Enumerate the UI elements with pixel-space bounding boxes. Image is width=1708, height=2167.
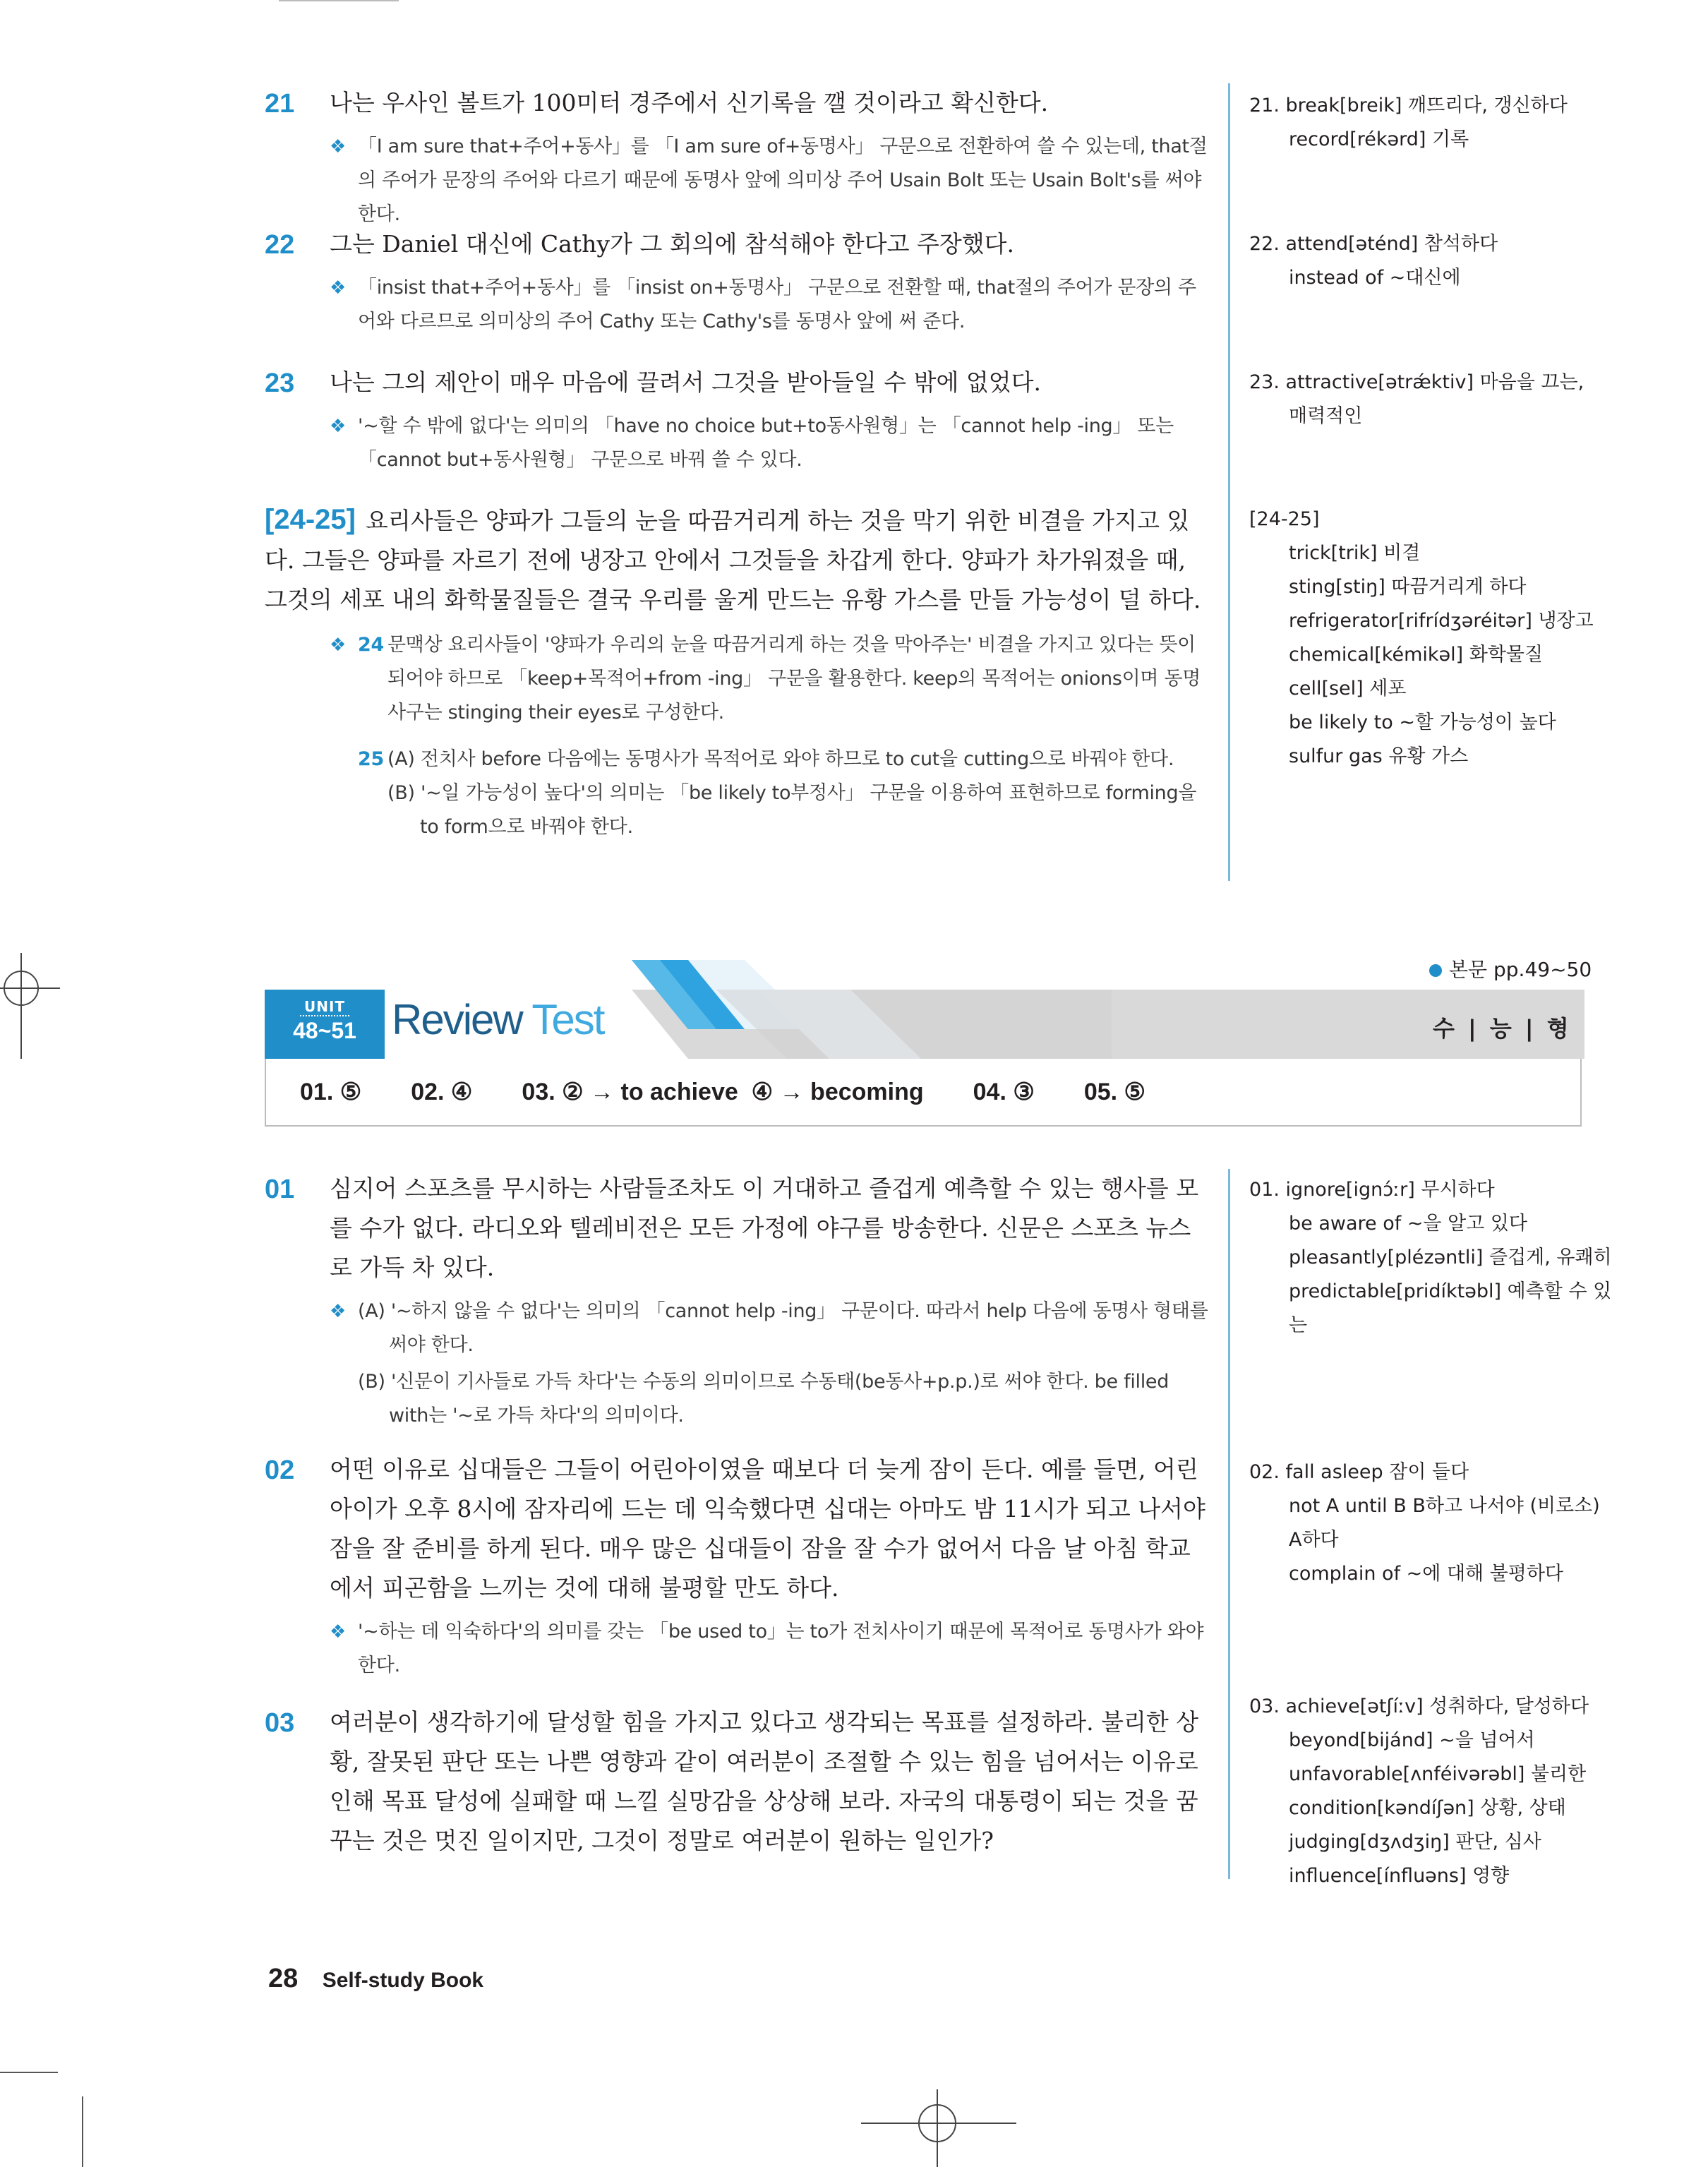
diamond-bullet-icon: ❖: [330, 277, 347, 299]
answer-item: 05. ⑤: [1083, 1079, 1146, 1105]
vocab-entry: sulfur gas 유황 가스: [1289, 745, 1469, 767]
vocab-entry: attractive[ətrǽktiv] 마음을 끄는,: [1285, 371, 1584, 393]
answer-item: 02. ④: [411, 1079, 473, 1105]
vocab-entry: A하다: [1289, 1529, 1339, 1551]
item-translation: 어떤 이유로 십대들은 그들이 어린아이였을 때보다 더 늦게 잠이 든다. 예를 들면, 어린아이가 오후 8시에 잠자리에 드는 데 익숙했다면 십대는 아마도 밤 11시가 되고 나서야 잠을 잘 준비를 하게 된다. 매우 많은 십대들이 잠을 잘 수가 없어서 다음 날 아침 학교에서 피곤함을 느끼는 것에 대해 불평할 만도 하다.: [330, 1455, 1205, 1602]
item-number: 03: [265, 1708, 295, 1738]
item-explanation: (A) '~하지 않을 수 없다'는 의미의 「cannot help -ing」 구문이다. 따라서 help 다음에 동명사 형태를 써야 한다.: [358, 1300, 1208, 1356]
item-number: 21: [265, 89, 295, 119]
item-translation: 나는 우사인 볼트가 100미터 경주에서 신기록을 깰 것이라고 확신한다.: [330, 89, 1049, 116]
item-translation: 요리사들은 양파가 그들의 눈을 따끔거리게 하는 것을 막기 위한 비결을 가지고 있다. 그들은 양파를 자르기 전에 냉장고 안에서 그것들을 차갑게 한다. 양파가 차가워졌을 때, 그것의 세포 내의 화학물질들은 결국 우리를 울게 만드는 유황 가스를 만들 가능성이 덜 하다.: [265, 507, 1201, 613]
item-03: [265, 1703, 1210, 1861]
registration-mark-icon: [0, 953, 64, 1059]
vocab-entry: beyond[bijánd] ~을 넘어서: [1289, 1729, 1535, 1751]
vocab-entry: not A until B B하고 나서야 (비로소): [1289, 1495, 1600, 1517]
vocab-entry: refrigerator[rifrídʒəréitər] 냉장고: [1289, 610, 1594, 632]
vocab-23: [1249, 366, 1616, 433]
vocab-entry: instead of ~대신에: [1289, 267, 1461, 289]
item-number: 23: [265, 368, 295, 398]
review-title: Review Test: [392, 996, 604, 1043]
vocab-03: [1249, 1690, 1616, 1893]
exam-type-tag: 수 | 능 | 형: [1433, 1015, 1572, 1042]
vocab-01: [1249, 1173, 1616, 1343]
vocab-entry: sting[stiŋ] 따끔거리게 하다: [1289, 576, 1527, 598]
page-number: 28: [268, 1964, 299, 1993]
item-explanation: 「I am sure that+주어+동사」를 「I am sure of+동명사」 구문으로 전환하여 쓸 수 있는데, that절의 주어가 문장의 주어와 다르기 때문에 동명사 앞에 의미상 주어 Usain Bolt 또는 Usain Bolt's를 써야 한다.: [358, 136, 1208, 225]
item-number: 01: [265, 1175, 295, 1204]
vocab-number: [24-25]: [1249, 508, 1320, 530]
vocab-entry: trick[trik] 비결: [1289, 542, 1421, 564]
column-divider: [1228, 83, 1230, 881]
vocab-number: 22.: [1249, 233, 1280, 255]
vocab-entry: be likely to ~할 가능성이 높다: [1289, 712, 1556, 733]
vocab-entry: be aware of ~을 알고 있다: [1289, 1213, 1528, 1235]
diamond-bullet-icon: ❖: [330, 635, 347, 656]
item-number: 02: [265, 1455, 295, 1485]
item-explanation: (A) 전치사 before 다음에는 동명사가 목적어로 와야 하므로 to cut을 cutting으로 바꿔야 한다.: [387, 748, 1174, 770]
vocab-24-25: [1249, 503, 1616, 774]
vocab-number: 21.: [1249, 95, 1280, 116]
vocab-21: [1249, 89, 1616, 157]
note-number: 24: [358, 634, 384, 656]
answer-item: 04. ③: [973, 1079, 1035, 1105]
item-24-25: [265, 500, 1210, 844]
vocab-entry: pleasantly[plézəntli] 즐겁게, 유쾌히: [1289, 1247, 1612, 1268]
answer-item: 03. ② → to achieve ④ → becoming: [522, 1079, 924, 1105]
vocab-entry: achieve[ətʃíːv] 성취하다, 달성하다: [1285, 1695, 1589, 1717]
vocab-entry: break[breik] 깨뜨리다, 갱신하다: [1285, 95, 1568, 116]
diamond-bullet-icon: ❖: [330, 1301, 347, 1322]
vocab-entry: judging[dʒʌdʒiŋ] 판단, 심사: [1289, 1831, 1541, 1853]
answer-box: [265, 1059, 1582, 1127]
page-reference: 본문 pp.49~50: [1429, 954, 1592, 983]
vocab-entry: fall asleep 잠이 들다: [1285, 1461, 1469, 1483]
column-divider: [1228, 1169, 1230, 1879]
item-explanation: (B) '신문이 기사들로 가득 차다'는 수동의 의미이므로 수동태(be동사+p.p.)로 써야 한다. be filled with는 '~로 가득 차다'의 의미이다.: [358, 1371, 1169, 1427]
item-number: 22: [265, 230, 295, 260]
item-02: [265, 1450, 1210, 1683]
vocab-entry: predictable[pridíktəbl] 예측할 수 있는: [1289, 1280, 1612, 1336]
item-translation: 여러분이 생각하기에 달성할 힘을 가지고 있다고 생각되는 목표를 설정하라. 불리한 상황, 잘못된 판단 또는 나쁜 영향과 같이 여러분이 조절할 수 있는 힘을 넘어서는 이유로 인해 목표 달성에 실패할 때 느낄 실망감을 상상해 보라. 자국의 대통령이 되는 것을 꿈꾸는 것은 멋진 일이지만, 그것이 정말로 여러분이 원하는 일인가?: [330, 1708, 1199, 1854]
vocab-entry: record[rékərd] 기록: [1289, 128, 1469, 150]
vocab-number: 01.: [1249, 1179, 1280, 1201]
item-explanation: '~하는 데 익숙하다'의 의미를 갖는 「be used to」는 to가 전치사이기 때문에 목적어로 동명사가 와야 한다.: [358, 1621, 1204, 1676]
item-explanation: 문맥상 요리사들이 '양파가 우리의 눈을 따끔거리게 하는 것을 막아주는' 비결을 가지고 있다는 뜻이 되어야 하므로 「keep+목적어+from -ing」 구문을 활용한다. keep의 목적어는 onions이며 동명사구는 stinging their eyes로 구성한다.: [387, 634, 1201, 724]
item-22: [265, 224, 1210, 339]
vocab-number: 02.: [1249, 1461, 1280, 1483]
registration-mark-icon: [861, 2089, 1016, 2167]
answer-item: 01. ⑤: [300, 1079, 362, 1105]
item-explanation: (B) '~일 가능성이 높다'의 의미는 「be likely to부정사」 구문을 이용하여 표현하므로 forming을 to form으로 바꿔야 한다.: [387, 782, 1197, 838]
page-footer: [268, 1964, 483, 1994]
vocab-entry: 매력적인: [1289, 405, 1363, 427]
item-explanation: 「insist that+주어+동사」를 「insist on+동명사」 구문으로 전환할 때, that절의 주어가 문장의 주어와 다르므로 의미상의 주어 Cathy 또는 Cathy's를 동명사 앞에 써 준다.: [358, 277, 1196, 332]
vocab-entry: cell[sel] 세포: [1289, 678, 1407, 700]
diamond-bullet-icon: ❖: [330, 136, 347, 157]
vocab-entry: attend[əténd] 참석하다: [1285, 233, 1498, 255]
diamond-bullet-icon: ❖: [330, 416, 347, 437]
item-translation: 나는 그의 제안이 매우 마음에 끌려서 그것을 받아들일 수 밖에 없었다.: [330, 368, 1041, 396]
item-translation: 심지어 스포츠를 무시하는 사람들조차도 이 거대하고 즐겁게 예측할 수 있는 행사를 모를 수가 없다. 라디오와 텔레비전은 모든 가정에 야구를 방송한다. 신문은 스포츠 뉴스로 가득 차 있다.: [330, 1175, 1199, 1281]
book-title: Self-study Book: [322, 1969, 484, 1992]
item-23: [265, 363, 1210, 477]
vocab-entry: unfavorable[ʌnféivərəbl] 불리한: [1289, 1763, 1587, 1785]
vocab-entry: chemical[kémikəl] 화학물질: [1289, 644, 1544, 666]
vocab-entry: complain of ~에 대해 불평하다: [1289, 1563, 1564, 1585]
item-translation: 그는 Daniel 대신에 Cathy가 그 회의에 참석해야 한다고 주장했다.: [330, 230, 1014, 258]
vocab-22: [1249, 227, 1616, 295]
diamond-bullet-icon: ❖: [330, 1621, 347, 1643]
item-number: [24-25]: [265, 504, 356, 535]
vocab-entry: ignore[ignɔ́ːr] 무시하다: [1285, 1179, 1495, 1201]
item-explanation: '~할 수 밖에 없다'는 의미의 「have no choice but+to동사원형」는 「cannot help -ing」 또는 「cannot but+동사원형」 구문으로 바꿔 쓸 수 있다.: [358, 415, 1174, 471]
note-number: 25: [358, 748, 384, 770]
unit-label: UNIT 48~51: [293, 998, 356, 1043]
vocab-number: 23.: [1249, 371, 1280, 393]
vocab-number: 03.: [1249, 1695, 1280, 1717]
vocab-02: [1249, 1455, 1616, 1591]
item-01: [265, 1169, 1210, 1433]
item-21: [265, 83, 1210, 232]
vocab-entry: condition[kəndíʃən] 상황, 상태: [1289, 1797, 1566, 1819]
vocab-entry: influence[ínfluəns] 영향: [1289, 1865, 1510, 1887]
